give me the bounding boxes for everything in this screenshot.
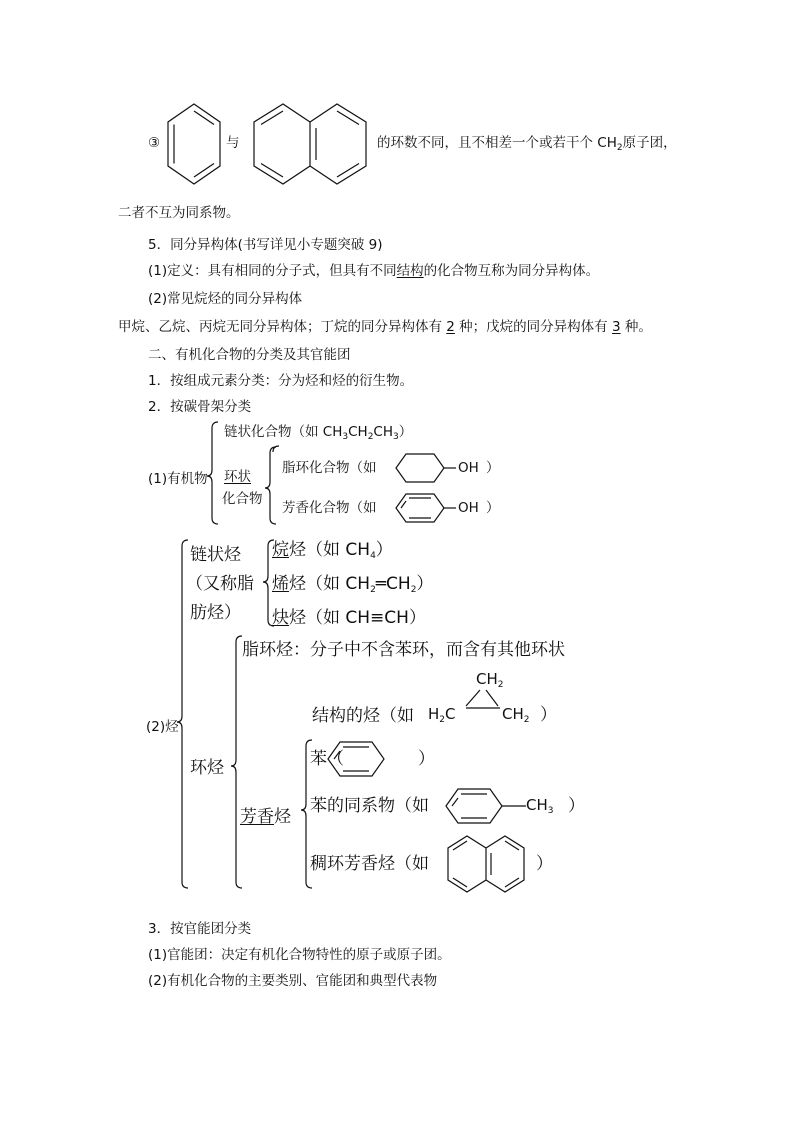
common-alkane-isomers: (2)常见烷烃的同分异构体 (148, 291, 303, 307)
alicyclic-hydrocarbon-line2: 结构的烃（如 (312, 706, 414, 726)
functional-group-definition: (1)官能团：决定有机化合物特性的原子或原子团。 (148, 947, 451, 963)
naphthalene-small-icon (444, 834, 528, 894)
item3-conclusion: 二者不互为同系物。 (118, 205, 240, 221)
benzene-row: 苯（ (310, 749, 344, 769)
cyclic-label-2: 化合物 (222, 491, 263, 507)
hydrocarbon-label: (2)烃 (146, 719, 179, 735)
main-classes-line: (2)有机化合物的主要类别、官能团和典型代表物 (148, 973, 438, 989)
aromatic-close: ） (486, 500, 500, 516)
alicyclic-oh: OH (458, 460, 479, 476)
part2-heading: 二、有机化合物的分类及其官能团 (148, 347, 351, 363)
isomer-definition: (1)定义：具有相同的分子式，但具有不同结构的化合物互称为同分异构体。 (148, 263, 600, 279)
benzene-close: ） (418, 749, 435, 769)
cyclopropane-left: $H_2C$ (428, 705, 456, 725)
fused-aromatic-close: ） (536, 854, 553, 874)
toluene-close: ） (568, 796, 585, 816)
sec5-heading: 5．同分异构体(书写详见小专题突破 9) (148, 237, 383, 253)
ring-hydrocarbon: 环烃 (190, 758, 224, 778)
chain-hydrocarbon-2: （又称脂 (186, 574, 254, 594)
fused-aromatic-row: 稠环芳香烃（如 (310, 854, 429, 874)
benzene-homolog-row: 苯的同系物（如 (310, 796, 429, 816)
toluene-icon (444, 787, 534, 825)
conj-text: 与 (226, 135, 240, 151)
cyclic-label-1: 环状 (224, 469, 251, 485)
item-marker: ③ (148, 135, 161, 151)
alicyclic-compound: 脂环化合物（如 (282, 460, 377, 476)
aromatic-hydrocarbon: 芳香烃 (240, 807, 291, 827)
cyclopropane-top: $CH_2$ (476, 670, 504, 690)
chain-hydrocarbon-1: 链状烃 (190, 545, 241, 565)
chain-hydrocarbon-3: 肪烃） (190, 603, 241, 623)
aromatic-oh: OH (458, 500, 479, 516)
alicyclic-hydrocarbon-line1: 脂环烃：分子中不含苯环，而含有其他环状 (242, 640, 565, 660)
cyclopropane-close: ） (540, 705, 557, 725)
alkane-row: 烷烃（如 $CH_4$） (272, 540, 393, 561)
classify-by-skeleton: 2．按碳骨架分类 (148, 399, 252, 415)
cyclopropane-right: $CH_2$ (502, 705, 530, 725)
benzene-icon (164, 102, 224, 186)
naphthalene-icon (250, 102, 370, 186)
aromatic-compound: 芳香化合物（如 (282, 500, 377, 516)
alkane-isomer-detail: 甲烷、乙烷、丙烷无同分异构体；丁烷的同分异构体有 2 种；戊烷的同分异构体有 3 种。 (118, 319, 652, 335)
alicyclic-close: ） (486, 460, 500, 476)
organics-label: (1)有机物 (148, 471, 208, 487)
toluene-methyl: $CH_3$ (526, 796, 554, 816)
classify-by-element: 1．按组成元素分类：分为烃和烃的衍生物。 (148, 373, 414, 389)
benzene-flat-icon (326, 740, 386, 778)
sec3-heading: 3．按官能团分类 (148, 921, 252, 937)
alkene-row: 烯烃（如 $CH_2═CH_2$） (272, 574, 434, 595)
alkyne-row: 炔烃（如 CH≡CH） (272, 608, 426, 628)
item3-tail: 的环数不同，且不相差一个或若干个 $CH_2$原子团， (377, 135, 677, 153)
chain-compound: 链状化合物（如 $CH_3CH_2CH_3$） (224, 424, 413, 442)
